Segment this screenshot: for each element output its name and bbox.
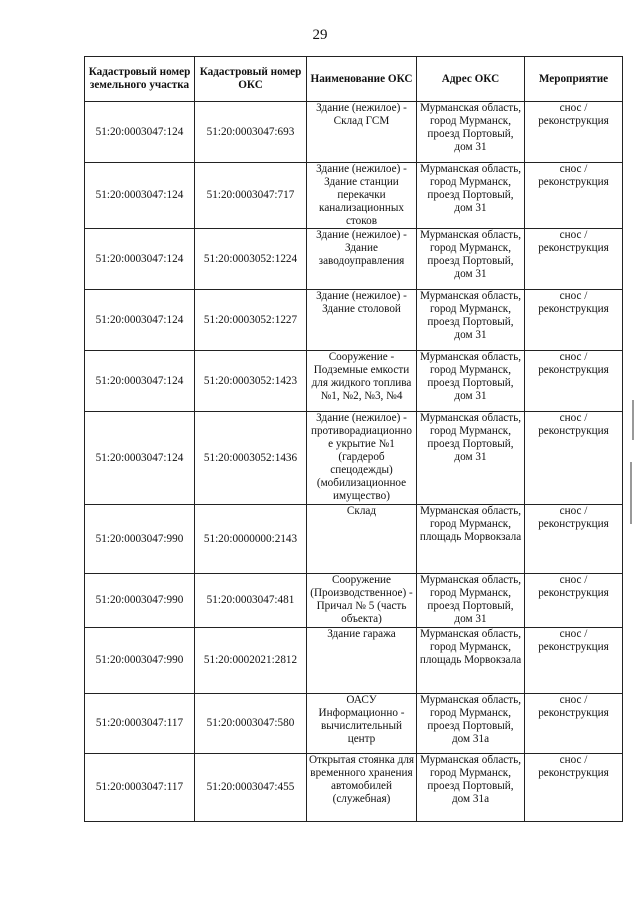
cell-address: Мурманская область, город Мурманск, проезд Портовый, дом 31 [417, 412, 525, 505]
page-number: 29 [312, 27, 328, 43]
table-row [85, 628, 623, 694]
cell-address: Мурманская область, город Мурманск, проезд Портовый, дом 31а [417, 694, 525, 754]
cell-action: снос / реконструкция [525, 102, 623, 163]
header-address: Адрес ОКС [417, 57, 525, 102]
cell-land: 51:20:0003047:117 [85, 694, 195, 754]
header-name: Наименование ОКС [307, 57, 417, 102]
cell-address: Мурманская область, город Мурманск, площадь Морвокзала [417, 628, 525, 694]
table-row [85, 574, 623, 628]
cell-land: 51:20:0003047:124 [85, 102, 195, 163]
cell-name: Открытая стоянка для временного хранения автомобилей (служебная) [307, 754, 417, 822]
cell-address: Мурманская область, город Мурманск, проезд Портовый, дом 31 [417, 290, 525, 351]
cell-oks: 51:20:0003052:1423 [195, 351, 307, 412]
cadastral-table [84, 56, 623, 822]
cell-oks: 51:20:0003047:717 [195, 163, 307, 229]
cell-oks: 51:20:0003047:693 [195, 102, 307, 163]
cell-land: 51:20:0003047:990 [85, 505, 195, 574]
cell-address: Мурманская область, город Мурманск, проезд Портовый, дом 31а [417, 754, 525, 822]
cell-action: снос / реконструкция [525, 229, 623, 290]
scan-edge-mark [632, 400, 634, 440]
cell-action: снос / реконструкция [525, 290, 623, 351]
cell-name: Здание (нежилое) - противорадиационно е укрытие №1 (гардероб спецодежды) (мобилизационное имущество) [307, 412, 417, 505]
cell-name: Здание (нежилое) - Здание столовой [307, 290, 417, 351]
cell-address: Мурманская область, город Мурманск, проезд Портовый, дом 31 [417, 102, 525, 163]
cell-land: 51:20:0003047:990 [85, 574, 195, 628]
cell-oks: 51:20:0003047:455 [195, 754, 307, 822]
cell-name: ОАСУ Информационно - вычислительный центр [307, 694, 417, 754]
cell-action: снос / реконструкция [525, 505, 623, 574]
table-row [85, 351, 623, 412]
table-row [85, 102, 623, 163]
cell-oks: 51:20:0000000:2143 [195, 505, 307, 574]
cell-oks: 51:20:0003052:1224 [195, 229, 307, 290]
cell-land: 51:20:0003047:124 [85, 290, 195, 351]
cell-address: Мурманская область, город Мурманск, площадь Морвокзала [417, 505, 525, 574]
header-oks-cadastral: Кадастровый номер ОКС [195, 57, 307, 102]
table-row [85, 229, 623, 290]
cell-oks: 51:20:0003052:1227 [195, 290, 307, 351]
cell-address: Мурманская область, город Мурманск, проезд Портовый, дом 31 [417, 163, 525, 229]
table-row [85, 694, 623, 754]
cell-oks: 51:20:0003047:481 [195, 574, 307, 628]
table-row [85, 163, 623, 229]
cell-land: 51:20:0003047:990 [85, 628, 195, 694]
cell-action: снос / реконструкция [525, 754, 623, 822]
cell-address: Мурманская область, город Мурманск, проезд Портовый, дом 31 [417, 574, 525, 628]
cell-land: 51:20:0003047:124 [85, 229, 195, 290]
table-header-row [85, 57, 623, 102]
table-row [85, 505, 623, 574]
cell-address: Мурманская область, город Мурманск, проезд Портовый, дом 31 [417, 351, 525, 412]
table-row [85, 290, 623, 351]
cell-name: Здание гаража [307, 628, 417, 694]
cell-name: Здание (нежилое) - Склад ГСМ [307, 102, 417, 163]
header-action: Мероприятие [525, 57, 623, 102]
cell-name: Сооружение (Производственное) - Причал № 5 (часть объекта) [307, 574, 417, 628]
cell-name: Здание (нежилое) - Здание заводоуправления [307, 229, 417, 290]
table-row [85, 412, 623, 505]
cell-action: снос / реконструкция [525, 574, 623, 628]
cell-land: 51:20:0003047:124 [85, 412, 195, 505]
cell-name: Здание (нежилое) - Здание станции перекачки канализационных стоков [307, 163, 417, 229]
scan-edge-mark [630, 462, 632, 524]
cell-action: снос / реконструкция [525, 694, 623, 754]
cell-oks: 51:20:0003052:1436 [195, 412, 307, 505]
cell-address: Мурманская область, город Мурманск, проезд Портовый, дом 31 [417, 229, 525, 290]
cell-land: 51:20:0003047:124 [85, 351, 195, 412]
table-row [85, 754, 623, 822]
cell-action: снос / реконструкция [525, 163, 623, 229]
cell-action: снос / реконструкция [525, 412, 623, 505]
cell-oks: 51:20:0003047:580 [195, 694, 307, 754]
cell-action: снос / реконструкция [525, 628, 623, 694]
cell-land: 51:20:0003047:124 [85, 163, 195, 229]
cell-land: 51:20:0003047:117 [85, 754, 195, 822]
header-land-cadastral: Кадастровый номер земельного участка [85, 57, 195, 102]
cell-oks: 51:20:0002021:2812 [195, 628, 307, 694]
cell-name: Сооружение - Подземные емкости для жидкого топлива №1, №2, №3, №4 [307, 351, 417, 412]
cell-name: Склад [307, 505, 417, 574]
cell-action: снос / реконструкция [525, 351, 623, 412]
